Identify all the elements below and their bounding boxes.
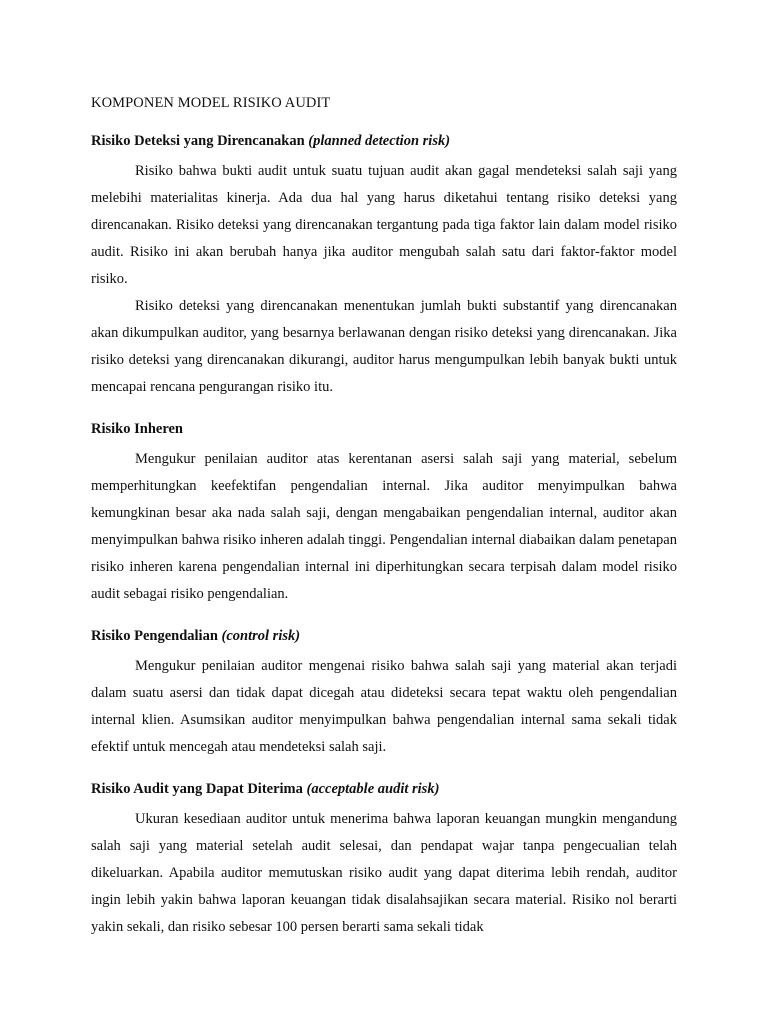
section-planned-detection-risk bbox=[91, 131, 677, 401]
section-heading-term: (acceptable audit risk) bbox=[306, 781, 440, 797]
section-heading-text: Risiko Pengendalian bbox=[91, 628, 218, 644]
section-heading bbox=[91, 131, 677, 151]
section-heading-text: Risiko Audit yang Dapat Diterima bbox=[91, 781, 303, 797]
section-heading bbox=[91, 626, 677, 646]
paragraph: Mengukur penilaian auditor atas kerentanan asersi salah saji yang material, sebelum memperhitungkan keefektifan pengendalian internal. Jika auditor menyimpulkan bahwa kemungkinan besar aka nada salah saji, dengan mengabaikan pengendalian internal, auditor akan menyimpulkan bahwa risiko inheren adalah tinggi. Pengendalian internal diabaikan dalam penetapan risiko inheren karena pengendalian internal ini diperhitungkan secara terpisah dalam model risiko audit sebagai risiko pengendalian. bbox=[91, 451, 677, 602]
section-acceptable-audit-risk bbox=[91, 779, 677, 941]
paragraph: Risiko deteksi yang direncanakan menentukan jumlah bukti substantif yang direncanakan akan dikumpulkan auditor, yang besarnya berlawanan dengan risiko deteksi yang direncanakan. Jika risiko deteksi yang direncanakan dikurangi, auditor harus mengumpulkan lebih banyak bukti untuk mencapai rencana pengurangan risiko itu. bbox=[91, 298, 677, 395]
section-heading bbox=[91, 779, 677, 799]
section-heading-text: Risiko Deteksi yang Direncanakan bbox=[91, 133, 305, 149]
section-control-risk bbox=[91, 626, 677, 761]
section-inherent-risk bbox=[91, 419, 677, 608]
paragraph: Risiko bahwa bukti audit untuk suatu tujuan audit akan gagal mendeteksi salah saji yang melebihi materialitas kinerja. Ada dua hal yang harus diketahui tentang risiko deteksi yang direncanakan. Risiko deteksi yang direncanakan tergantung pada tiga faktor lain dalam model risiko audit. Risiko ini akan berubah hanya jika auditor mengubah salah satu dari faktor-faktor model risiko. bbox=[91, 163, 677, 287]
document-title: KOMPONEN MODEL RISIKO AUDIT bbox=[91, 95, 331, 111]
section-heading-term: (planned detection risk) bbox=[308, 133, 451, 149]
section-heading-text: Risiko Inheren bbox=[91, 421, 183, 437]
paragraph: Ukuran kesediaan auditor untuk menerima bahwa laporan keuangan mungkin mengandung salah saji yang material setelah audit selesai, dan pendapat wajar tanpa pengecualian telah dikeluarkan. Apabila auditor memutuskan risiko audit yang dapat diterima lebih rendah, auditor ingin lebih yakin bahwa laporan keuangan tidak disalahsajikan secara material. Risiko nol berarti yakin sekali, dan risiko sebesar 100 persen berarti sama sekali tidak bbox=[91, 811, 677, 935]
section-heading-term: (control risk) bbox=[221, 628, 301, 644]
section-heading bbox=[91, 419, 677, 439]
paragraph: Mengukur penilaian auditor mengenai risiko bahwa salah saji yang material akan terjadi dalam suatu asersi dan tidak dapat dicegah atau dideteksi secara tepat waktu oleh pengendalian internal klien. Asumsikan auditor menyimpulkan bahwa pengendalian internal sama sekali tidak efektif untuk mencegah atau mendeteksi salah saji. bbox=[91, 658, 677, 755]
